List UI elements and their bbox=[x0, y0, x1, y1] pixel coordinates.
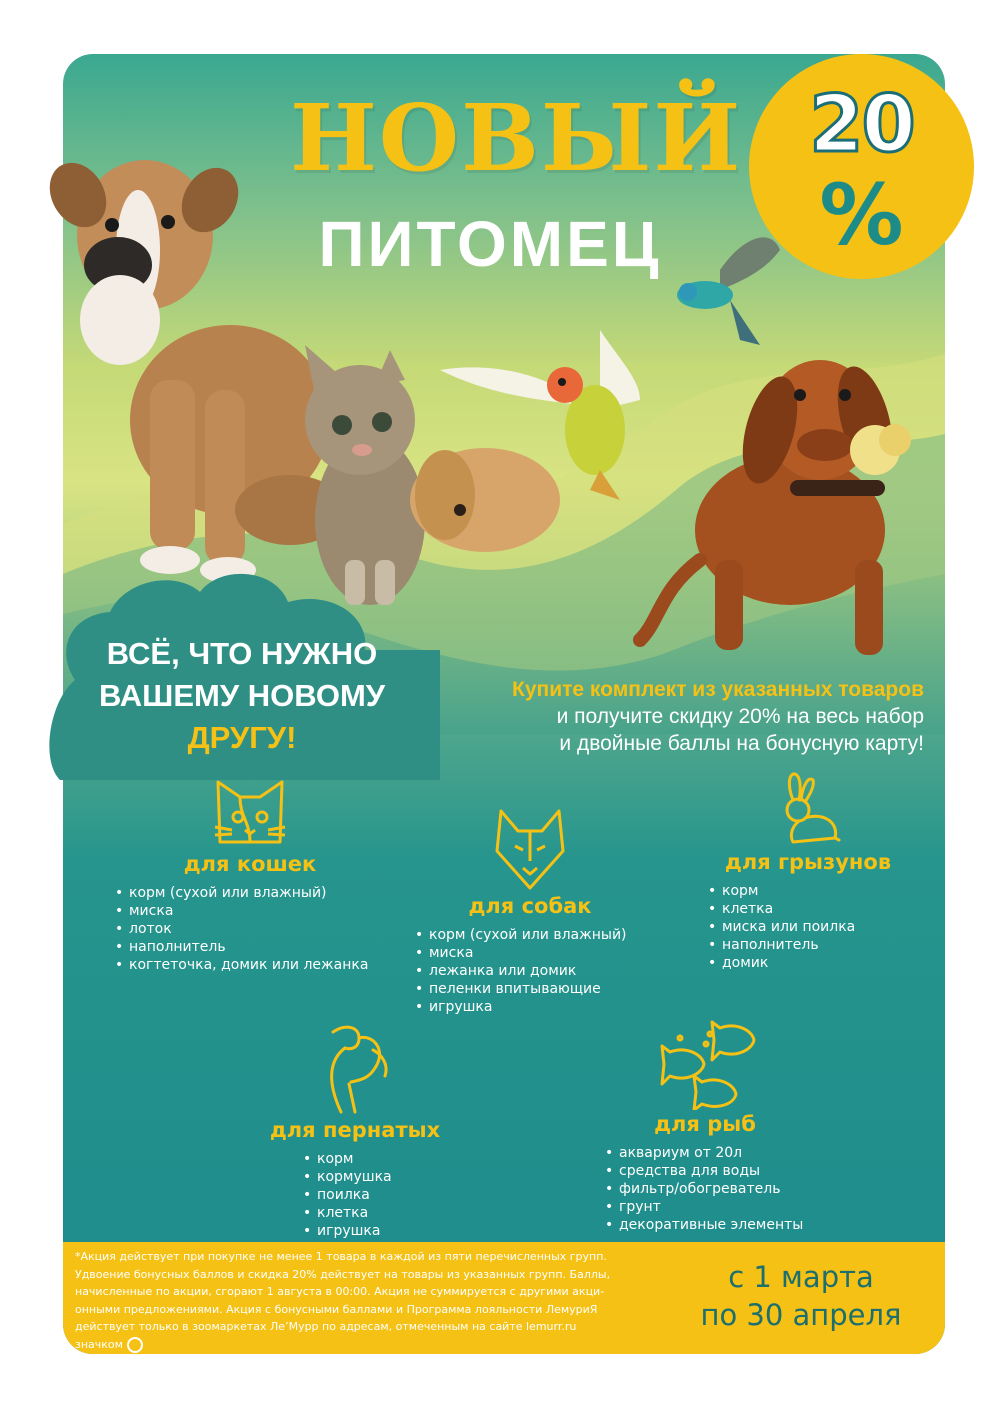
list-item: • корм (сухой или влажный) bbox=[115, 884, 385, 902]
promo-line-2: и получите скидку 20% на весь набор bbox=[556, 705, 924, 728]
list-item: • наполнитель bbox=[708, 936, 908, 954]
list-item: • миска bbox=[115, 902, 385, 920]
group-rodents-list bbox=[708, 882, 908, 972]
promo-text bbox=[432, 676, 924, 757]
fine-print bbox=[75, 1248, 675, 1353]
list-item: • корм bbox=[708, 882, 908, 900]
group-dogs-list bbox=[415, 926, 645, 1016]
group-cats-list bbox=[115, 884, 385, 974]
list-item: • поилка bbox=[303, 1186, 455, 1204]
list-item: • миска или поилка bbox=[708, 918, 908, 936]
list-item: • клетка bbox=[303, 1204, 455, 1222]
fine-line: значком bbox=[75, 1337, 123, 1351]
fine-line: начисленные по акции, сгорают 1 августа в 00:00. Акция не суммируется с другими акци- bbox=[75, 1285, 605, 1298]
headline-new: НОВЫЙ bbox=[290, 84, 743, 192]
group-dogs-title: для собак bbox=[468, 894, 592, 918]
kitten-illustration bbox=[305, 345, 425, 605]
list-item: • аквариум от 20л bbox=[605, 1144, 805, 1162]
group-fish-title: для рыб bbox=[654, 1112, 756, 1136]
group-cats bbox=[115, 772, 385, 974]
promo-line-1: Купите комплект из указанных товаров bbox=[512, 678, 924, 701]
group-birds-list bbox=[255, 1150, 455, 1240]
list-item: • фильтр/обогреватель bbox=[605, 1180, 805, 1198]
rabbit-illustration bbox=[410, 448, 560, 552]
cloud-headline bbox=[52, 633, 432, 759]
fine-line-last bbox=[75, 1336, 675, 1354]
list-item: • клетка bbox=[708, 900, 908, 918]
list-item: • лежанка или домик bbox=[415, 962, 645, 980]
list-item: • корм bbox=[303, 1150, 455, 1168]
parrot-icon bbox=[315, 1020, 395, 1116]
list-item: • игрушка bbox=[415, 998, 645, 1016]
group-dogs bbox=[415, 806, 645, 1016]
group-birds-title: для пернатых bbox=[269, 1118, 441, 1142]
discount-badge bbox=[749, 54, 974, 279]
list-item: • когтеточка, домик или лежанка bbox=[115, 956, 385, 974]
fish-icon bbox=[650, 1020, 760, 1110]
list-item: • домик bbox=[708, 954, 908, 972]
list-item: • наполнитель bbox=[115, 938, 385, 956]
group-fish-list bbox=[605, 1144, 805, 1234]
discount-number: 20 bbox=[809, 80, 914, 170]
group-birds bbox=[255, 1020, 455, 1240]
group-cats-title: для кошек bbox=[183, 852, 317, 876]
cat-icon bbox=[210, 772, 290, 850]
swirl-logo-icon bbox=[127, 1337, 143, 1353]
headline-pet: ПИТОМЕЦ bbox=[318, 208, 662, 280]
fine-line: *Акция действует при покупке не менее 1 товара в каждой из пяти перечисленных групп. bbox=[75, 1250, 607, 1263]
rabbit-icon bbox=[773, 770, 843, 848]
list-item: • грунт bbox=[605, 1198, 805, 1216]
group-rodents-title: для грызунов bbox=[724, 850, 892, 874]
group-fish bbox=[605, 1020, 805, 1234]
fine-line: Удвоение бонусных баллов и скидка 20% действует на товары из указанных групп. Баллы, bbox=[75, 1267, 611, 1281]
cloud-line-2: ВАШЕМУ НОВОМУ bbox=[98, 678, 386, 713]
date-start: с 1 марта bbox=[728, 1260, 874, 1294]
list-item: • корм (сухой или влажный) bbox=[415, 926, 645, 944]
group-rodents bbox=[708, 770, 908, 972]
list-item: • миска bbox=[415, 944, 645, 962]
discount-percent-sign: % bbox=[819, 166, 904, 264]
list-item: • пеленки впитывающие bbox=[415, 980, 645, 998]
list-item: • игрушка bbox=[303, 1222, 455, 1240]
list-item: • средства для воды bbox=[605, 1162, 805, 1180]
fine-line: онными предложениями. Акция с бонусными баллами и Программа лояльности ЛемуриЯ bbox=[75, 1302, 598, 1316]
list-item: • лоток bbox=[115, 920, 385, 938]
cloud-line-1: ВСЁ, ЧТО НУЖНО bbox=[106, 636, 378, 671]
dog-icon bbox=[493, 806, 567, 892]
cloud-line-3: ДРУГУ! bbox=[187, 720, 297, 755]
promo-line-3: и двойные баллы на бонусную карту! bbox=[559, 732, 924, 755]
promo-dates bbox=[665, 1258, 937, 1334]
fine-line: действует только в зоомаркетах Ле’Мурр по адресам, отмеченным на сайте lemurr.ru bbox=[75, 1320, 577, 1333]
list-item: • декоративные элементы bbox=[605, 1216, 805, 1234]
dachshund-illustration bbox=[640, 360, 911, 655]
date-end: по 30 апреля bbox=[700, 1298, 902, 1332]
list-item: • кормушка bbox=[303, 1168, 455, 1186]
